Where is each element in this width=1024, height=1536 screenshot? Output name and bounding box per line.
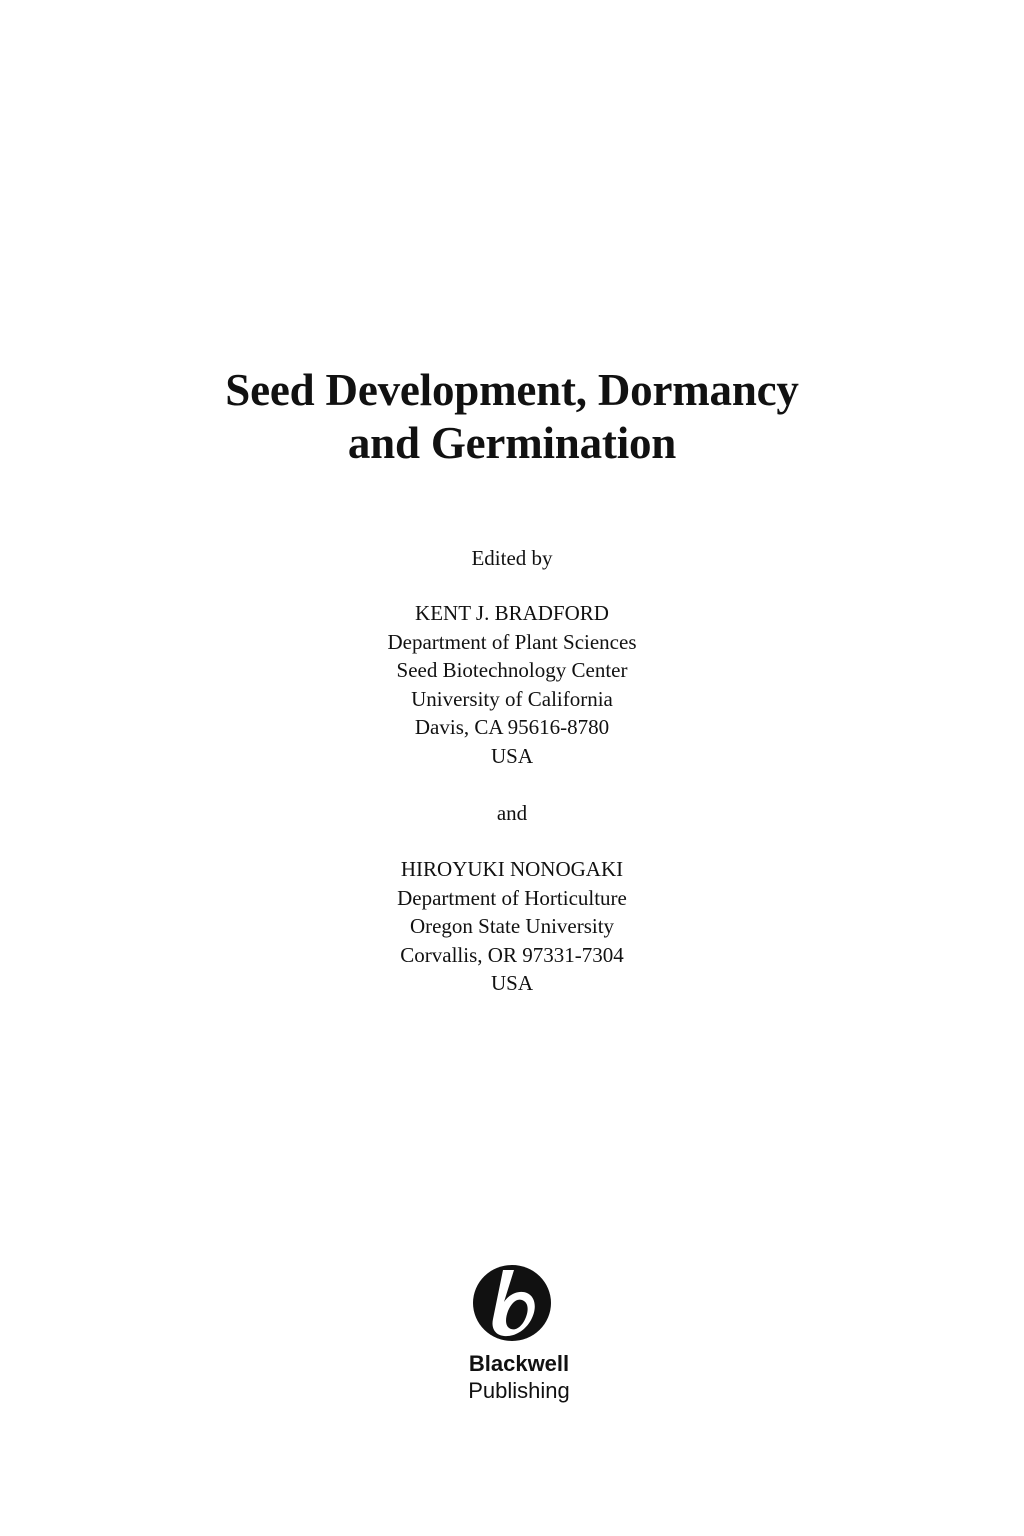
editor-affiliation-line: Oregon State University: [409, 914, 615, 938]
editor-block-1: [0, 599, 1024, 770]
editor-affiliation-line: Department of Plant Sciences: [387, 629, 637, 654]
editor-affiliation-line: Davis, CA 95616-8780: [414, 715, 610, 739]
book-title-line-2: and Germination: [347, 418, 677, 468]
editor-affiliation-line: Corvallis, OR 97331-7304: [400, 942, 624, 967]
conjunction-and: and: [496, 801, 528, 825]
editor-name: KENT J. BRADFORD: [415, 601, 609, 625]
publisher-logo: [0, 1262, 1024, 1404]
editor-affiliation-line: University of California: [411, 686, 613, 711]
edited-by-label: Edited by: [471, 546, 553, 570]
book-title: [0, 364, 1024, 470]
book-title-line-1: Seed Development, Dormancy: [225, 365, 799, 415]
editor-affiliation-line: Department of Horticulture: [397, 885, 627, 910]
publisher-name-line-2: Publishing: [468, 1378, 570, 1403]
editor-affiliation-line: USA: [490, 743, 533, 768]
editor-block-2: [0, 855, 1024, 998]
blackwell-b-logo-icon: [470, 1262, 554, 1344]
editor-affiliation-line: USA: [490, 971, 533, 995]
editor-name: HIROYUKI NONOGAKI: [400, 857, 624, 881]
editor-affiliation-line: Seed Biotechnology Center: [396, 658, 628, 682]
publisher-name-line-1: Blackwell: [468, 1351, 570, 1376]
